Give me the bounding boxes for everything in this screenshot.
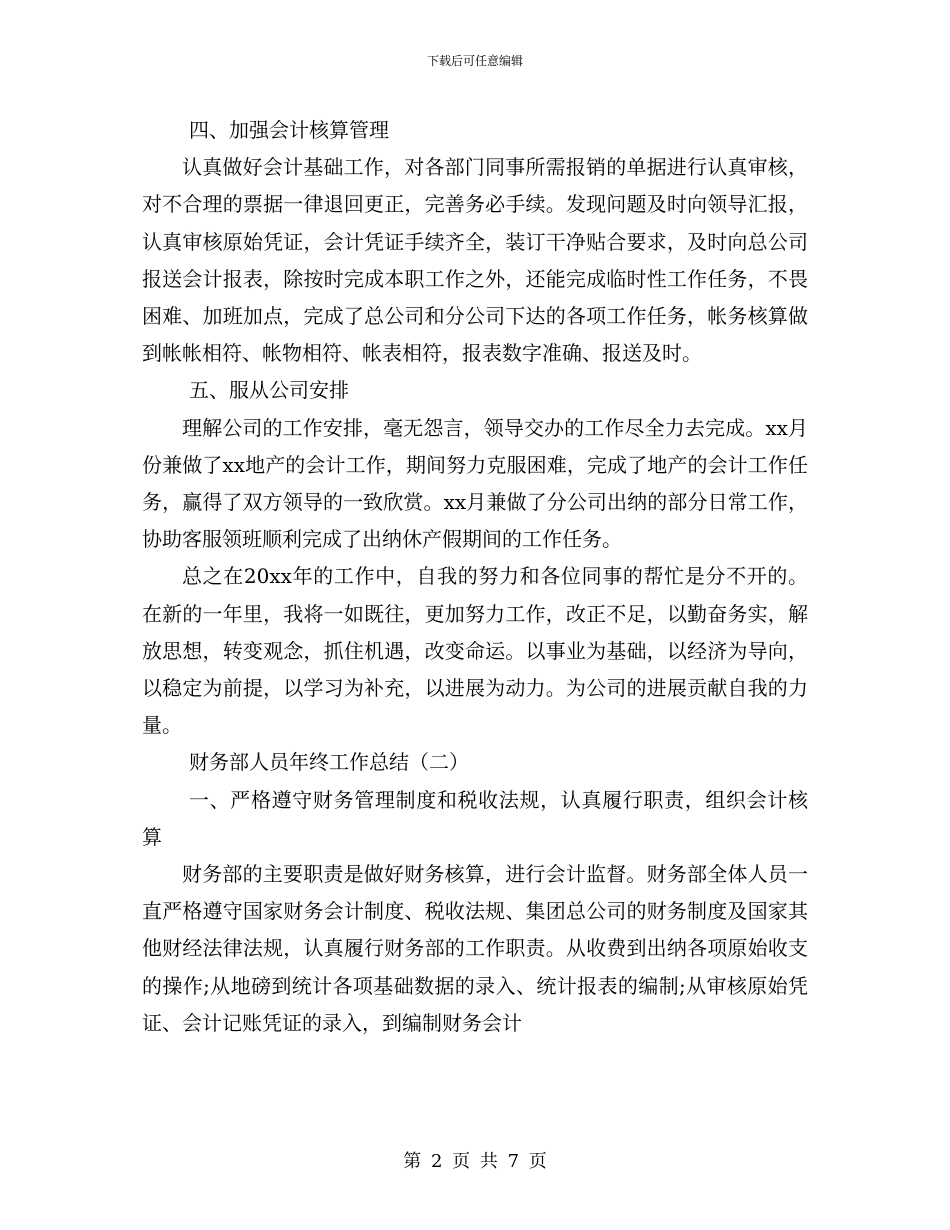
paragraph-conclusion: 总之在20xx年的工作中，自我的努力和各位同事的帮忙是分不开的。在新的一年里，我将一如既往，更加努力工作，改正不足，以勤奋务实，解放思想，转变观念，抓住机遇，改变命运。以事业为基础，以经济为导向，以稳定为前提，以学习为补充，以进展为动力。为公司的进展贡献自我的力量。 — [142, 564, 808, 738]
page-number: 第 2 页 共 7 页 — [403, 1151, 547, 1172]
paragraph-accounting: 认真做好会计基础工作，对各部门同事所需报销的单据进行认真审核，对不合理的票据一律退回更正，完善务必手续。发现问题及时向领导汇报，认真审核原始凭证，会计凭证手续齐全，装订干净贴合要求，及时向总公司报送会计报表，除按时完成本职工作之外，还能完成临时性工作任务，不畏困难、加班加点，完成了总公司和分公司下达的各项工作任务，帐务核算做到帐帐相符、帐物相符、帐表相符，报表数字准确、报送及时。 — [142, 155, 808, 366]
section-heading-5: 五、服从公司安排 — [189, 378, 349, 403]
paragraph-arrangement: 理解公司的工作安排，毫无怨言，领导交办的工作尽全力去完成。xx月份兼做了xx地产的会计工作，期间努力克服困难，完成了地产的会计工作任务，赢得了双方领导的一致欣赏。xx月兼做了分公司出纳的部分日常工作，协助客服领班顺利完成了出纳休产假期间的工作任务。 — [142, 415, 808, 552]
document-body — [142, 112, 808, 1042]
page-header-note: 下载后可任意编辑 — [426, 54, 523, 68]
document-subtitle: 财务部人员年终工作总结（二） — [189, 750, 469, 775]
section-heading-4: 四、加强会计核算管理 — [189, 118, 389, 142]
paragraph-duties: 财务部的主要职责是做好财务核算，进行会计监督。财务部全体人员一直严格遵守国家财务会计制度、税收法规、集团总公司的财务制度及国家其他财经法律法规，认真履行财务部的工作职责。从收费到出纳各项原始收支的操作;从地磅到统计各项基础数据的录入、统计报表的编制;从审核原始凭证、会计记账凭证的录入，到编制财务会计 — [142, 862, 808, 1035]
section-heading-1: 一、严格遵守财务管理制度和税收法规，认真履行职责，组织会计核算 — [142, 787, 808, 849]
